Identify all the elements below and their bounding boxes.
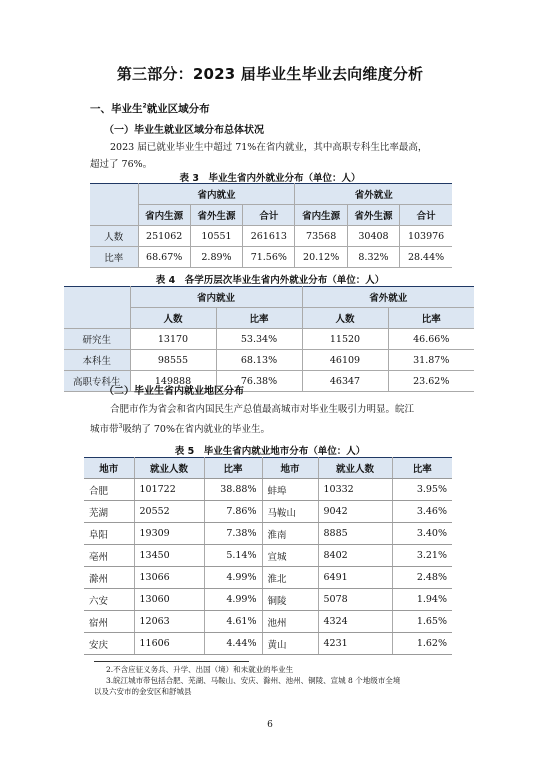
table-cell: 10332 [318,479,392,501]
footnote-ref-3: 3 [118,423,123,430]
table-cell: 1.94% [392,589,452,611]
table-cell: 251062 [138,226,190,247]
table-row [90,247,452,268]
table5-header: 比率 [204,458,262,479]
table3-subheader: 省外生源 [347,205,399,226]
table-row [84,567,452,589]
table4-degree-distribution [64,286,474,392]
table-cell: 28.44% [400,247,452,268]
table4-subheader: 人数 [302,308,388,329]
subsection-heading-in-province: （二）毕业生省内就业地区分布 [104,386,244,397]
page-title: 第三部分：2023 届毕业生毕业去向维度分析 [116,65,424,83]
table-cell: 4.44% [204,633,262,655]
table-cell: 53.34% [216,329,302,350]
table-cell: 101722 [134,479,204,501]
table3-group-out: 省外就业 [295,184,452,205]
city-name: 阜阳 [84,523,134,545]
paragraph-line [90,418,480,438]
table-cell: 68.67% [138,247,190,268]
footnote-line: 以及六安市的金安区和舒城县 [94,687,192,696]
table-cell: 19309 [134,523,204,545]
paragraph-overall [90,139,470,173]
table-cell: 46109 [302,350,388,371]
table-cell: 103976 [400,226,452,247]
city-name: 六安 [84,589,134,611]
table-row [84,633,452,655]
table-cell: 31.87% [388,350,474,371]
table3-province-distribution [90,183,452,268]
table-cell: 30408 [347,226,399,247]
table-cell: 2.48% [392,567,452,589]
city-name: 滁州 [84,567,134,589]
table4-corner [64,287,130,329]
table5-body [84,479,452,655]
table-cell: 8.32% [347,247,399,268]
table3-corner [90,184,138,226]
table5-header: 地市 [84,458,134,479]
table-cell: 4324 [318,611,392,633]
table-cell: 9042 [318,501,392,523]
footnote-divider [94,661,249,662]
row-label: 研究生 [64,329,130,350]
table-cell: 20552 [134,501,204,523]
table-cell: 13066 [134,567,204,589]
table5-caption: 表 5 毕业生省内就业地市分布（单位：人） [174,446,366,457]
table-cell: 3.95% [392,479,452,501]
table-cell: 73568 [295,226,347,247]
city-name: 蚌埠 [262,479,318,501]
table3-subheader: 省外生源 [190,205,242,226]
city-name: 宿州 [84,611,134,633]
table-cell: 3.21% [392,545,452,567]
table-row [64,329,474,350]
table-cell: 8885 [318,523,392,545]
city-name: 芜湖 [84,501,134,523]
footnote-line: 3.皖江城市带包括合肥、芜湖、马鞍山、安庆、滁州、池州、铜陵、宣城 8 个地级市全境 [106,676,401,685]
footnote-ref-2: 2 [142,102,147,110]
table4-caption: 表 4 各学历层次毕业生省内外就业分布（单位：人） [155,275,385,286]
table-cell: 1.62% [392,633,452,655]
table-cell: 11520 [302,329,388,350]
table-row [84,545,452,567]
table4-subheader: 比率 [388,308,474,329]
table-cell: 11606 [134,633,204,655]
table-cell: 4.99% [204,567,262,589]
table3-subheader: 合计 [243,205,295,226]
row-label: 人数 [90,226,138,247]
paragraph-text: 城市带 [90,424,119,436]
table-row [84,523,452,545]
table3-subheader: 省内生源 [295,205,347,226]
table5-header: 就业人数 [318,458,392,479]
table-cell: 7.86% [204,501,262,523]
table-cell: 46.66% [388,329,474,350]
table-cell: 261613 [243,226,295,247]
city-name: 铜陵 [262,589,318,611]
table-row [84,501,452,523]
table-cell: 76.38% [216,371,302,392]
table-cell: 5078 [318,589,392,611]
table-row [90,226,452,247]
table4-group-out: 省外就业 [302,287,474,308]
table-cell: 46347 [302,371,388,392]
table-cell: 4.99% [204,589,262,611]
paragraph-line: 合肥市作为省会和省内国民生产总值最高城市对毕业生吸引力明显。皖江 [110,404,415,415]
table3-group-in: 省内就业 [138,184,295,205]
table-cell: 7.38% [204,523,262,545]
city-name: 亳州 [84,545,134,567]
table5-header: 地市 [262,458,318,479]
heading-text: 一、毕业生 [90,103,143,115]
city-name: 安庆 [84,633,134,655]
table-cell: 149888 [130,371,216,392]
row-label: 高职专科生 [64,371,130,392]
table-cell: 4231 [318,633,392,655]
row-label: 比率 [90,247,138,268]
paragraph-line: 超过了 76%。 [90,159,153,170]
table5-city-distribution [84,457,452,655]
city-name: 淮南 [262,523,318,545]
subsection-heading-overall: （一）毕业生就业区域分布总体状况 [104,125,264,136]
table4-subheader: 人数 [130,308,216,329]
table5-header: 比率 [392,458,452,479]
footnote-3 [94,675,486,697]
table-row [64,350,474,371]
table-cell: 12063 [134,611,204,633]
table-cell: 2.89% [190,247,242,268]
city-name: 宣城 [262,545,318,567]
city-name: 马鞍山 [262,501,318,523]
row-label: 本科生 [64,350,130,371]
table-cell: 8402 [318,545,392,567]
page-number: 6 [267,720,273,730]
table-cell: 98555 [130,350,216,371]
table-cell: 10551 [190,226,242,247]
table-row [84,611,452,633]
table5-header: 就业人数 [134,458,204,479]
table-cell: 3.46% [392,501,452,523]
table-row [84,589,452,611]
footnote-2: 2.不含应征义务兵、升学、出国（境）和未就业的毕业生 [106,665,294,674]
table-row [84,479,452,501]
section-heading-employment-region [90,101,210,116]
table-cell: 71.56% [243,247,295,268]
heading-text-suffix: 就业区域分布 [146,103,210,115]
paragraph-text: 吸纳了 70%在省内就业的毕业生。 [122,424,270,436]
table-cell: 68.13% [216,350,302,371]
table3-caption: 表 3 毕业生省内外就业分布（单位：人） [179,173,361,184]
paragraph-line: 2023 届已就业毕业生中超过 71%在省内就业，其中高职专科生比率最高， [110,142,428,153]
table-cell: 38.88% [204,479,262,501]
table4-group-in: 省内就业 [130,287,302,308]
table-cell: 1.65% [392,611,452,633]
table-cell: 4.61% [204,611,262,633]
city-name: 池州 [262,611,318,633]
table3-subheader: 合计 [400,205,452,226]
table-cell: 6491 [318,567,392,589]
paragraph-in-province [90,401,480,438]
city-name: 淮北 [262,567,318,589]
table-cell: 13060 [134,589,204,611]
table-cell: 23.62% [388,371,474,392]
table-cell: 5.14% [204,545,262,567]
table-cell: 13450 [134,545,204,567]
table4-subheader: 比率 [216,308,302,329]
table-cell: 20.12% [295,247,347,268]
table3-subheader: 省内生源 [138,205,190,226]
table-cell: 3.40% [392,523,452,545]
table-cell: 13170 [130,329,216,350]
city-name: 合肥 [84,479,134,501]
city-name: 黄山 [262,633,318,655]
